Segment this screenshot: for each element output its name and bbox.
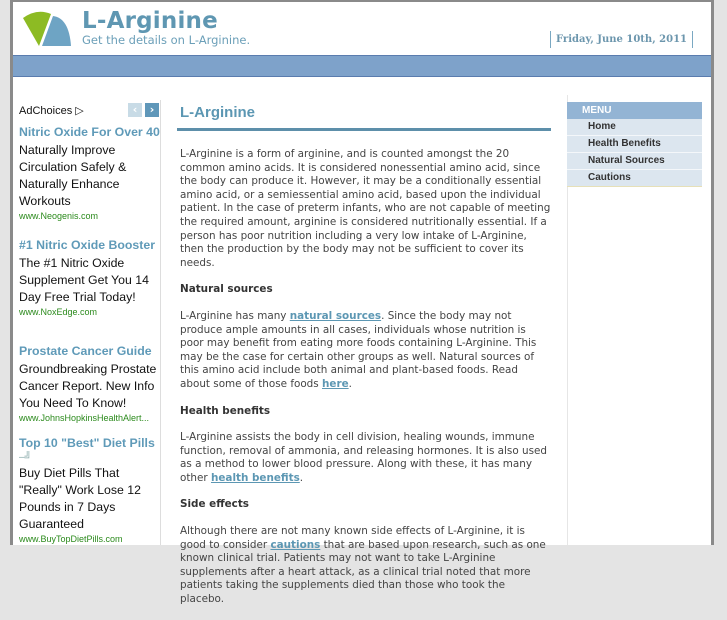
natural-sources-paragraph [180,310,551,392]
ad-item[interactable] [19,343,161,425]
text: Although there are not many known side effects of L-Arginine, it is good to consider [180,525,525,551]
ad-url[interactable]: www.Neogenis.com [19,211,99,221]
text: . Since the body may not produce ample amounts in all cases, individuals whose nutrition is poor may benefit from eating more foods containing L-Arginine. This may be the case for certain other groups as well. Natural sources of this amino acid include both animal and plant-based foods. Read about some of those foods [180,309,537,390]
ad-item[interactable] [19,435,161,546]
sidebar-menu [567,102,702,187]
section-heading-side-effects: Side effects [180,498,249,511]
page-top-border [13,0,711,2]
ad-url[interactable]: www.BuyTopDietPills.com [19,534,123,544]
chevron-left-icon[interactable]: ‹ [128,103,142,117]
play-triangle-icon: ▷ [75,105,84,117]
ad-body[interactable]: Groundbreaking Prostate Cancer Report. New Info You Need To Know! [19,362,157,410]
ad-body[interactable]: The #1 Nitric Oxide Supplement Get You 14 Day Free Trial Today! [19,256,149,304]
ad-title[interactable]: Prostate Cancer Guide [19,344,152,358]
cautions-link[interactable]: cautions [270,538,321,551]
ad-column [17,100,161,545]
logo-icon[interactable] [21,10,73,48]
ad-body[interactable]: Buy Diet Pills That "Really" Work Lose 12 Pounds in 7 Days Guaranteed [19,466,141,531]
title-divider [177,128,551,131]
page-title: L-Arginine [180,104,255,121]
ad-item[interactable] [19,124,161,223]
ad-item[interactable] [19,237,161,319]
article-body [180,148,551,607]
text: L-Arginine has many [180,309,290,322]
ad-title[interactable]: Top 10 "Best" Diet Pills [19,436,155,450]
ad-url[interactable]: www.NoxEdge.com [19,307,98,317]
nav-bar [13,55,711,77]
here-link[interactable]: here [322,377,349,390]
natural-sources-link[interactable]: natural sources [289,309,382,322]
text: L-Arginine assists the body in cell division, healing wounds, immune function, removal of ammonia, and releasing hormones. It is also used as a method to lower blood pressure. Along with these, it has many other [180,431,547,484]
menu-item-health-benefits[interactable]: Health Benefits [567,136,702,153]
text: . [299,471,304,484]
ad-url[interactable]: www.JohnsHopkinsHealthAlert... [19,413,150,423]
date-display: Friday, June 10th, 2011 [550,31,693,48]
menu-item-home[interactable]: Home [567,119,702,136]
main-content [177,100,551,620]
ad-body[interactable]: Naturally Improve Circulation Safely & Naturally Enhance Workouts [19,143,127,208]
site-title[interactable]: L-Arginine [82,8,218,34]
health-benefits-link[interactable]: health benefits [210,471,300,484]
page-container [10,0,714,606]
menu-heading: MENU [567,102,702,119]
text: that are based upon research, such as one known clinical trial. Patients may not want to take L-Arginine supplements after a heart attack, as a clinical trial noted that more patients taking the supplements died than those who took the placebo. [180,538,546,606]
text: . [348,377,352,390]
section-heading-health-benefits: Health benefits [180,404,271,417]
adchoices-link[interactable] [19,104,84,117]
chevron-right-icon[interactable]: › [145,103,159,117]
section-heading-natural-sources: Natural sources [180,283,273,296]
shopping-cart-icon: –╝ [19,452,32,463]
health-benefits-paragraph [180,431,551,485]
menu-item-cautions[interactable]: Cautions [567,170,702,187]
ad-navigation [128,103,159,117]
ad-title[interactable]: #1 Nitric Oxide Booster [19,238,155,252]
side-effects-paragraph [180,525,551,607]
site-tagline: Get the details on L-Arginine. [82,33,251,47]
adchoices-label: AdChoices [19,105,73,117]
menu-item-natural-sources[interactable]: Natural Sources [567,153,702,170]
ad-title[interactable]: Nitric Oxide For Over 40 [19,125,160,139]
intro-paragraph: L-Arginine is a form of arginine, and is counted amongst the 20 common amino acids. It is considered nonessential amino acid, since the body can produce it. However, it may be a conditionally essential amino acid, or a semiessential amino acid, based upon the individual patient. In the case of preterm infants, who are not capable of meeting the required amount, arginine is considered nutritionally essential. If a person has poor nutrition including a very low intake of L-Arginine, then the production by the body may not be sufficient to cover its needs. [180,148,551,269]
